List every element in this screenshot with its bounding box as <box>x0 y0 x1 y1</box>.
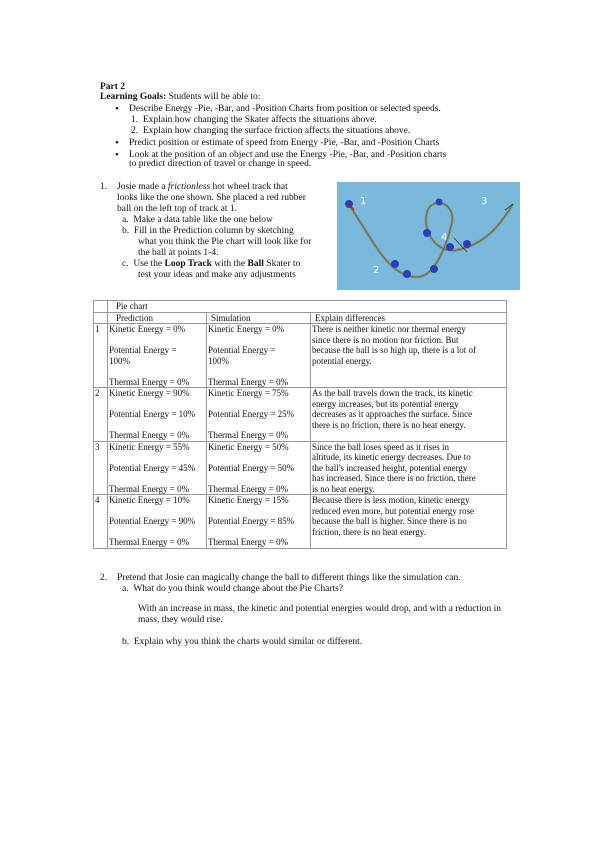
q1-c1b: Loop Track <box>164 259 212 269</box>
loop-track-illustration <box>337 182 520 290</box>
row-2-prediction: Kinetic Energy = 90% Potential Energy = 10% Thermal Energy = 0% <box>108 388 207 442</box>
q2-answer-line-1: With an increase in mass, the kinetic and potential energies would drop, and with a reduction in <box>138 604 501 614</box>
subgoal-1: 1. Explain how changing the Skater affects the situations above. <box>131 115 377 125</box>
ball-marker-a <box>391 260 399 268</box>
table-row <box>94 441 507 495</box>
table-corner-cell <box>94 301 108 313</box>
row-3-explain: Since the ball loses speed as it rises in altitude, its kinetic energy decreases. Due to the ball's increased height, potential energy has increased. Since there is no friction, there is no heat energy. <box>311 441 507 495</box>
part-title: Part 2 <box>100 82 126 92</box>
track-label-2: 2 <box>373 265 380 276</box>
q1-item-b-1: b. Fill in the Prediction column by sketching <box>122 226 294 236</box>
row-4-explain: Because there is less motion, kinetic energy reduced even more, but potential energy rose because the ball is higher. Since there is no friction, there is no heat energy. <box>311 495 507 549</box>
goal-1: • Describe Energy -Pie, -Bar, and -Position Charts from position or selected speeds. <box>129 104 441 115</box>
row-1-explain: There is neither kinetic nor thermal energy since there is no motion nor friction. But because the ball is so high up, there is a lot of potential energy. <box>311 324 507 388</box>
q1-item-c-2: test your ideas and make any adjustments <box>138 270 296 280</box>
row-1-num: 1 <box>94 324 108 388</box>
row-2-simulation: Kinetic Energy = 75% Potential Energy = 25% Thermal Energy = 0% <box>207 388 311 442</box>
q1-item-a: a. Make a data table like the one below <box>122 215 273 225</box>
goal-3-line-1: • Look at the position of an object and use the Energy -Pie, -Bar, and -Position charts <box>129 150 446 161</box>
table-header-simulation: Simulation <box>207 312 311 324</box>
subgoal-2: 2. Explain how changing the surface friction affects the situations above. <box>131 126 411 136</box>
q2-item-a: a. What do you think would change about the Pie Charts? <box>122 584 344 594</box>
subgoal-1-text: Explain how changing the Skater affects the situations above. <box>142 115 377 125</box>
row-1-simulation: Kinetic Energy = 0% Potential Energy = 100% Thermal Energy = 0% <box>207 324 311 388</box>
learning-goals-label: Learning Goals: <box>100 92 167 102</box>
table-group-header-row <box>94 301 507 313</box>
q2-b-text: Explain why you think the charts would similar or different. <box>133 637 363 647</box>
ball-marker-d <box>463 240 471 248</box>
ball-point-4 <box>423 229 431 237</box>
q1-line-2: looks like the one shown. She placed a red rubber <box>117 193 306 203</box>
ball-marker-e <box>436 199 443 206</box>
q1-number: 1. <box>100 182 108 192</box>
table-header-row <box>94 312 507 324</box>
q2-answer-line-2: mass, they would rise. <box>138 615 223 625</box>
row-3-num: 3 <box>94 441 108 495</box>
table-header-explain: Explain differences <box>311 312 507 324</box>
table-row <box>94 495 507 549</box>
learning-goals-line <box>100 92 260 103</box>
goal-3-line-2: to predict direction of travel or change in speed. <box>129 159 312 169</box>
table-header-num <box>94 312 108 324</box>
q1-l1a: Josie made a <box>117 182 168 192</box>
row-4-simulation: Kinetic Energy = 15% Potential Energy = 85% Thermal Energy = 0% <box>207 495 311 549</box>
table-group-header: Pie chart <box>108 301 507 313</box>
q1-line-3: ball on the left top of track at 1. <box>117 204 238 214</box>
table-row <box>94 324 507 388</box>
track-label-4: 4 <box>441 232 448 243</box>
track-label-3: 3 <box>481 196 488 207</box>
row-1-prediction: Kinetic Energy = 0% Potential Energy = 100% Thermal Energy = 0% <box>108 324 207 388</box>
q1-c1e: Skater to <box>263 259 301 269</box>
q1-item-b-3: the ball at points 1-4. <box>138 248 219 258</box>
q1-b1-text: Fill in the Prediction column by sketching <box>133 226 294 236</box>
ball-marker-c <box>446 243 454 251</box>
ball-point-2 <box>403 270 411 278</box>
q2-a-text: What do you think would change about the Pie Charts? <box>133 584 344 594</box>
table-row <box>94 388 507 442</box>
row-3-prediction: Kinetic Energy = 55% Potential Energy = 45% Thermal Energy = 0% <box>108 441 207 495</box>
q1-line-1 <box>117 182 288 193</box>
q2-item-b: b. Explain why you think the charts would similar or different. <box>122 637 363 647</box>
q1-c1d: Ball <box>247 259 264 269</box>
subgoal-2-text: Explain how changing the surface friction affects the situations above. <box>142 126 411 136</box>
q2-number: 2. <box>100 573 108 583</box>
row-2-explain: As the ball travels down the track, its kinetic energy increases, but its potential energy decreases as it approaches the surface. Since there is no friction, there is no heat energy. <box>311 388 507 442</box>
row-3-simulation: Kinetic Energy = 50% Potential Energy = 50% Thermal Energy = 0% <box>207 441 311 495</box>
track-label-1: 1 <box>360 196 367 207</box>
q1-item-b-2: what you think the Pie chart will look like for <box>138 237 312 247</box>
q1-a-text: Make a data table like the one below <box>133 215 273 225</box>
q1-l1b: frictionless <box>167 182 211 192</box>
table-header-prediction: Prediction <box>108 312 207 324</box>
q1-l1c: hot wheel track that <box>210 182 288 192</box>
q1-c1c: with the <box>211 259 248 269</box>
learning-goals-text: Students will be able to: <box>168 92 261 102</box>
goal-2: • Predict position or estimate of speed from Energy -Pie, -Bar, and -Position Charts <box>129 138 439 149</box>
row-4-prediction: Kinetic Energy = 10% Potential Energy = 90% Thermal Energy = 0% <box>108 495 207 549</box>
q1-c1a: Use the <box>133 259 165 269</box>
row-4-num: 4 <box>94 495 108 549</box>
pie-chart-table <box>93 300 507 549</box>
q1-item-c-1: c. Use the Loop Track with the Ball Skater to <box>122 259 301 269</box>
q2-text: Pretend that Josie can magically change the ball to different things like the simulation can. <box>117 573 461 583</box>
row-2-num: 2 <box>94 388 108 442</box>
ball-marker-b <box>430 265 438 273</box>
